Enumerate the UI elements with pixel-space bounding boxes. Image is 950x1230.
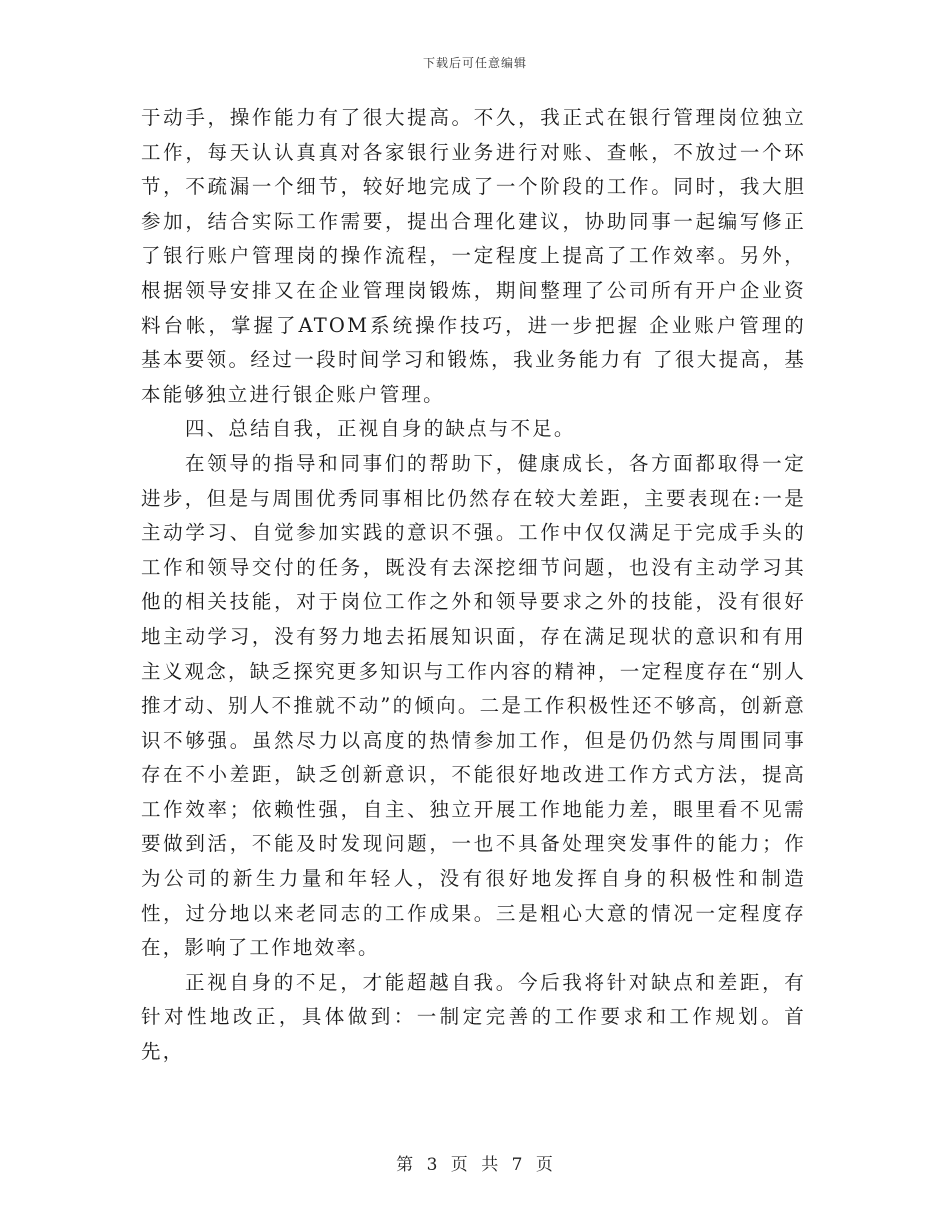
page-number: 第 3 页 共 7 页 (396, 1155, 554, 1175)
paragraph-banking-work: 于动手，操作能力有了很大提高。不久，我正式在银行管理岗位独立工作，每天认认真真对各家银行业务进行对账、查帐，不放过一个环节，不疏漏一个细节，较好地完成了一个阶段的工作。同时，我大胆参加，结合实际工作需要，提出合理化建议，协助同事一起编写修正了银行账户管理岗的操作流程，一定程度上提高了工作效率。另外，根据领导安排又在企业管理岗锻炼，期间整理了公司所有开户企业资料台帐，掌握了ATOM系统操作技巧，进一步把握 企业账户管理的基本要领。经过一段时间学习和锻炼，我业务能力有 了很大提高，基本能够独立进行银企账户管理。 (141, 106, 806, 406)
paragraph-shortcomings: 在领导的指导和同事们的帮助下，健康成长，各方面都取得一定进步，但是与周围优秀同事相比仍然存在较大差距，主要表现在:一是主动学习、自觉参加实践的意识不强。工作中仅仅满足于完成手头的工作和领导交付的任务，既没有去深挖细节问题，也没有主动学习其他的相关技能，对于岗位工作之外和领导要求之外的技能，没有很好地主动学习，没有努力地去拓展知识面，存在满足现状的意识和有用主义观念，缺乏探究更多知识与工作内容的精神，一定程度存在“别人推才动、别人不推就不动”的倾向。二是工作积极性还不够高，创新意识不够强。虽然尽力以高度的热情参加工作，但是仍仍然与周围同事存在不小差距，缺乏创新意识，不能很好地改进工作方式方法，提高工作效率；依赖性强，自主、独立开展工作地能力差，眼里看不见需要做到活，不能及时发现问题，一也不具备处理突发事件的能力；作为公司的新生力量和年轻人，没有很好地发挥自身的积极性和制造性，过分地以来老同志的工作成果。三是粗心大意的情况一定程度存在，影响了工作地效率。 (141, 451, 806, 960)
paragraph-improvement-plan: 正视自身的不足，才能超越自我。今后我将针对缺点和差距，有针对性地改正，具体做到：一制定完善的工作要求和工作规划。首先， (141, 970, 806, 1064)
document-body (141, 101, 806, 1070)
section-heading-self-review: 四、总结自我，正视自身的缺点与不足。 (185, 417, 576, 441)
header-note: 下载后可任意编辑 (422, 56, 527, 70)
